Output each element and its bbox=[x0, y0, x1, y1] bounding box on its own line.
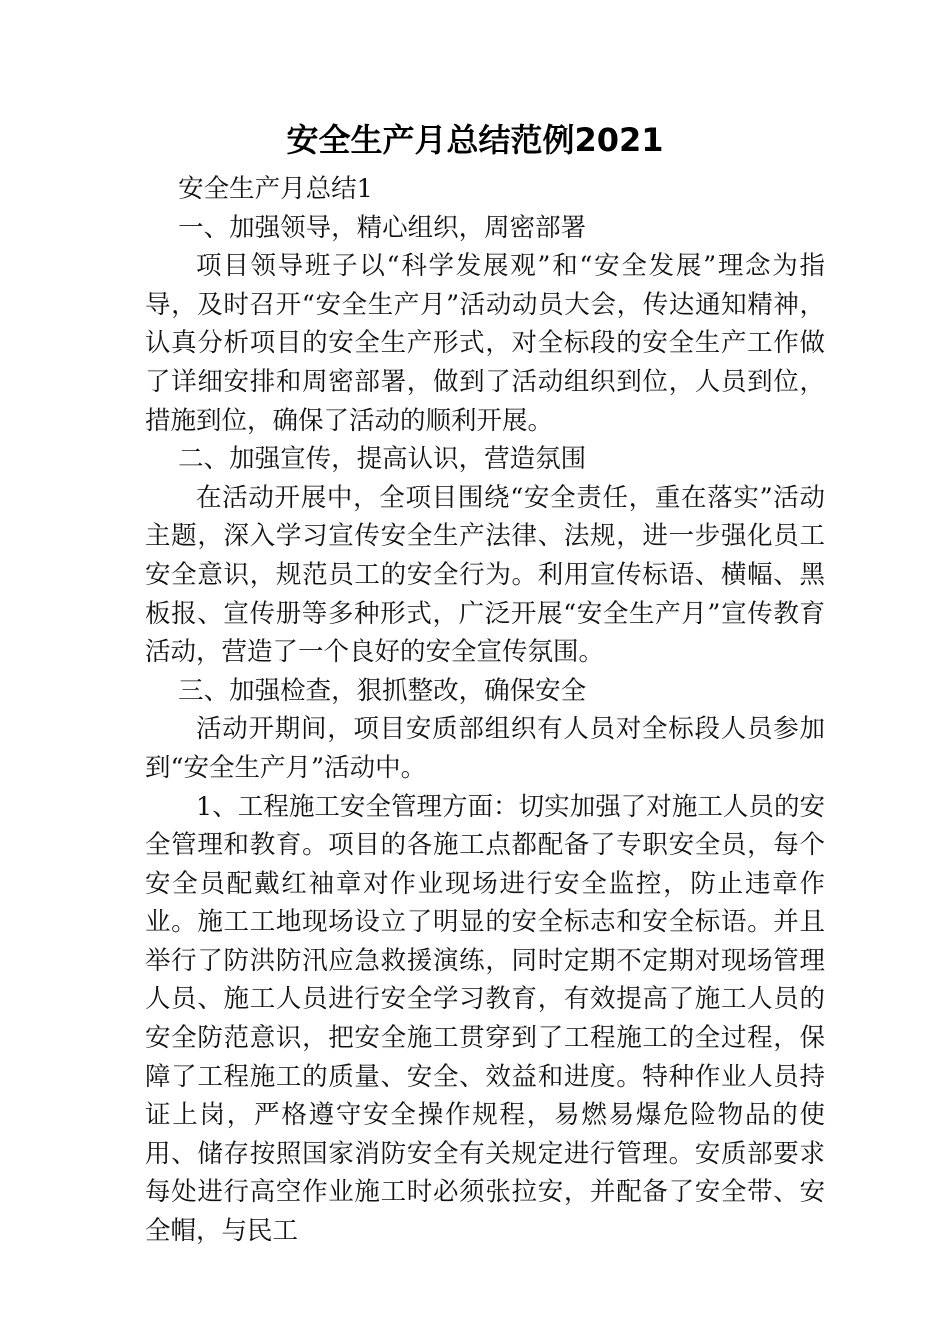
paragraph-construction-safety: 1、工程施工安全管理方面：切实加强了对施工人员的安全管理和教育。项目的各施工点都配备了专职安全员，每个安全员配戴红袖章对作业现场进行安全监控，防止违章作业。施工工地现场设立了明显的安全标志和安全标语。并且举行了防洪防汛应急救援演练，同时定期不定期对现场管理人员、施工人员进行安全学习教育，有效提高了施工人员的安全防范意识，把安全施工贯穿到了工程施工的全过程，保障了工程施工的质量、安全、效益和进度。特种作业人员持证上岗，严格遵守安全操作规程，易燃易爆危险物品的使用、储存按照国家消防安全有关规定进行管理。安质部要求每处进行高空作业施工时必须张拉安，并配备了安全带、安全帽，与民工 bbox=[145, 791, 825, 1247]
paragraph-inspection: 活动开期间，项目安质部组织有人员对全标段人员参加到“安全生产月”活动中。 bbox=[145, 714, 825, 783]
section-heading-inspection: 三、加强检查，狠抓整改，确保安全 bbox=[178, 675, 587, 706]
section-heading-leadership: 一、加强领导，精心组织，周密部署 bbox=[178, 212, 587, 243]
document-body bbox=[145, 170, 825, 1251]
section-heading-publicity: 二、加强宣传，提高认识，营造氛围 bbox=[178, 444, 587, 475]
section-heading-summary-1: 安全生产月总结1 bbox=[178, 174, 373, 204]
paragraph-leadership: 项目领导班子以“科学发展观”和“安全发展”理念为指导，及时召开“安全生产月”活动动员大会，传达通知精神，认真分析项目的安全生产形式，对全标段的安全生产工作做了详细安排和周密部署，做到了活动组织到位，人员到位，措施到位，确保了活动的顺利开展。 bbox=[145, 251, 825, 436]
paragraph-publicity: 在活动开展中，全项目围绕“安全责任，重在落实”活动主题，深入学习宣传安全生产法律、法规，进一步强化员工安全意识，规范员工的安全行为。利用宣传标语、横幅、黑板报、宣传册等多种形式，广泛开展“安全生产月”宣传教育活动，营造了一个良好的安全宣传氛围。 bbox=[145, 482, 825, 668]
document-title: 安全生产月总结范例2021 bbox=[286, 121, 664, 159]
